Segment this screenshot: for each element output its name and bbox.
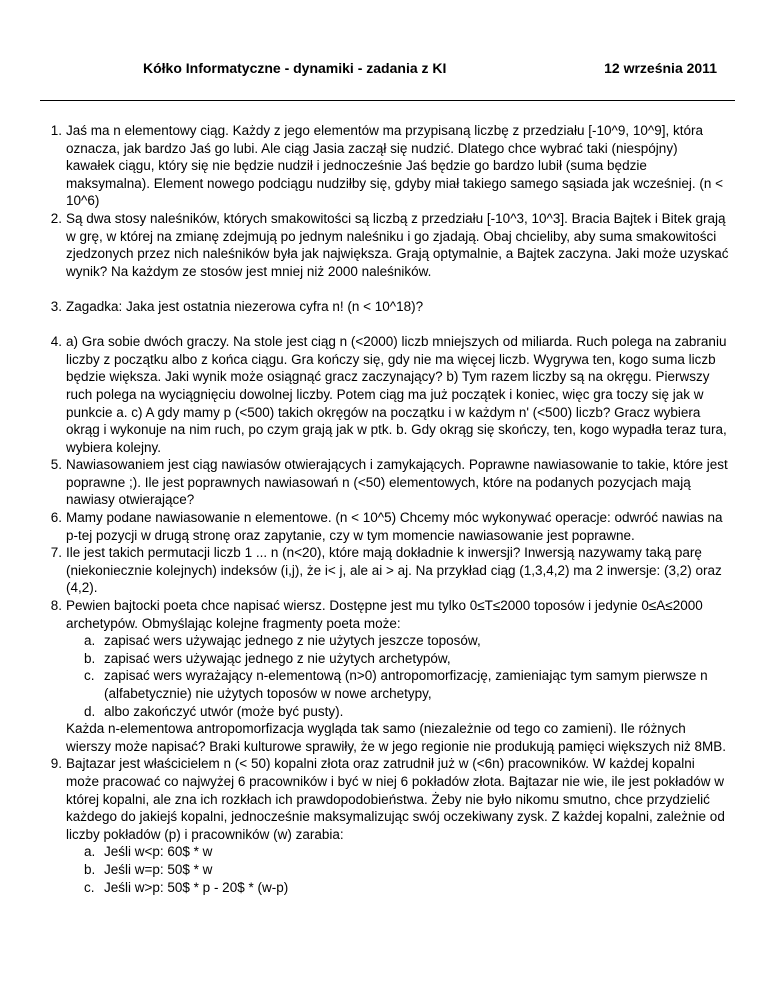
task-item-9: 9. Bajtazar jest właścicielem n (< 50) kopalni złota oraz zatrudnił już w (<6n) pracowników. W każdej kopalni może pracować co najwyżej 6 pracowników i być w niej 6 pokładów złota. Bajtazar nie wie, ile jest pokładów w której kopalni, ale zna ich rozkłach ich prawdopodobieństwa. Żeby nie było nikomu smutno, chce przydzielić każdego do jakiejś kopalni, jednocześnie maksymalizując swój oczekiwany zysk. Z każdej kopalni, zależnie od liczby pokładów (p) i pracowników (w) zarabia: a. Jeśli w<p: 60$ * w b. Jeśli w=p: 50$ * w c. Jeśli w>p: 50$ * p - 20$ * (w-p) xyxy=(40,755,730,896)
task-item-2: 2. Są dwa stosy naleśników, których smakowitości są liczbą z przedziału [-10^3, 10^3]. Bracia Bajtek i Bitek grają w grę, w której na zmianę zdejmują po jednym naleśniku i go zjadają. Obaj chcieliby, aby suma smakowitości zjedzonych przez nich naleśników była jak największa. Grają optymalnie, a Bajtek zaczyna. Jaki może uzyskać wynik? Na każdym ze stosów jest mniej niż 2000 naleśników. xyxy=(50,210,729,279)
subitem: b. zapisać wers używając jednego z nie użytych archetypów, xyxy=(84,650,451,666)
task-text: Nawiasowaniem jest ciąg nawiasów otwierających i zamykających. Poprawne nawiasowanie to takie, które jest poprawne ;). Ile jest poprawnych nawiasowań n (<50) elementowych, które na podanych pozycjach mają nawiasy otwierające? xyxy=(66,457,728,508)
task-text: Bajtazar jest właścicielem n (< 50) kopalni złota oraz zatrudnił już w (<6n) pracowników. W każdej kopalni może pracować co najwyżej 6 pracowników i być w niej 6 pokładów złota. Bajtazar nie wie, ile jest pokładów w której kopalni, ale zna ich rozkłach ich prawdopodobieństwa. Żeby nie było nikomu smutno, chce przydzielić każdego do jakiejś kopalni, jednocześnie maksymalizując swój oczekiwany zysk. Z każdej kopalni, zależnie od liczby pokładów (p) i pracowników (w) zarabia: xyxy=(66,756,725,842)
task-text: Ile jest takich permutacji liczb 1 ... n (n<20), które mają dokładnie k inwersji? Inwersją nazywamy taką parę (niekoniecznie kolejnych) indeksów (i,j), że i< j, ale ai > aj. Na przykład ciąg (1,3,4,2) ma 2 inwersje: (3,2) oraz (4,2). xyxy=(66,545,722,596)
task-item-6: 6. Mamy podane nawiasowanie n elementowe. (n < 10^5) Chcemy móc wykonywać operacje: odwróć nawias na p-tej pozycji w drugą stronę oraz zapytanie, czy w tym momencie nawiasowanie jest poprawne. xyxy=(40,509,730,544)
task-text: Pewien bajtocki poeta chce napisać wiersz. Dostępne jest mu tylko 0≤T≤2000 toposów i jedynie 0≤A≤2000 archetypów. Obmyślając kolejne fragmenty poeta może: xyxy=(66,598,703,631)
task-item-1: 1. Jaś ma n elementowy ciąg. Każdy z jego elementów ma przypisaną liczbę z przedziału [-10^9, 10^9], która oznacza, jak bardzo Jaś go lubi. Ale ciąg Jasia zaczął się nudzić. Dlatego chce wybrać taki (niespójny) kawałek ciągu, który się nie będzie nudził i jednocześnie Jaś będzie go bardzo lubił (suma będzie maksymalna). Element nowego podciągu nudziłby się, gdyby miał takiego samego sąsiada jak wcześniej. (n < 10^6) xyxy=(40,122,730,210)
document-date: 12 września 2011 xyxy=(604,60,717,76)
task-list xyxy=(40,122,730,896)
task-text: Jaś ma n elementowy ciąg. Każdy z jego elementów ma przypisaną liczbę z przedziału [-10^9, 10^9], która oznacza, jak bardzo Jaś go lubi. Ale ciąg Jasia zaczął się nudzić. Dlatego chce wybrać taki (niespójny) kawałek ciągu, który się nie będzie nudził i jednocześnie Jaś będzie go bardzo lubił (suma będzie maksymalna). Element nowego podciągu nudziłby się, gdyby miał takiego samego sąsiada jak wcześniej. (n < 10^6) xyxy=(66,123,723,209)
task-item-8: 8. Pewien bajtocki poeta chce napisać wiersz. Dostępne jest mu tylko 0≤T≤2000 toposów i jedynie 0≤A≤2000 archetypów. Obmyślając kolejne fragmenty poeta może: a. zapisać wers używając jednego z nie użytych jeszcze toposów, b. zapisać wers używając jednego z nie użytych archetypów, c. zapisać wers wyrażający n-elementową (n>0) antropomorfizację, zamieniając tym samym pierwsze n (alfabetycznie) nie użytych toposów w nowe archetypy, d. albo zakończyć utwór (może być pusty). Każda n-elementowa antropomorfizacja wygląda tak samo (niezależnie od tego co zamieni). Ile różnych wierszy może napisać? Braki kulturowe sprawiły, że w jego regionie nie produkują pamięci większych niż 8MB. xyxy=(40,597,730,755)
task-text: Mamy podane nawiasowanie n elementowe. (n < 10^5) Chcemy móc wykonywać operacje: odwróć nawias na p-tej pozycji w drugą stronę oraz zapytanie, czy w tym momencie nawiasowanie jest poprawne. xyxy=(66,510,723,543)
task-text-after: Każda n-elementowa antropomorfizacja wygląda tak samo (niezależnie od tego co zamieni). Ile różnych wierszy może napisać? Braki kulturowe sprawiły, że w jego regionie nie produkują pamięci większych niż 8MB. xyxy=(66,721,727,754)
task-text: a) Gra sobie dwóch graczy. Na stole jest ciąg n (<2000) liczb mniejszych od miliarda. Ruch polega na zabraniu liczby z początku albo z końca ciągu. Gra kończy się, gdy nie ma więcej liczb. Wygrywa ten, kogo suma liczb będzie większa. Jaki wynik może osiągnąć gracz zaczynający? b) Tym razem liczby są na okręgu. Pierwszy ruch polega na wyciągnięciu dowolnej liczby. Potem ciąg ma już początek i koniec, więc gra toczy się jak w punkcie a. c) A gdy mamy p (<500) takich okręgów na początku i w każdym n' (<500) liczb? Gracz wybiera okrąg i wykonuje na nim ruch, po czym grają jak w ptk. b. Gdy okrąg się skończy, ten, kogo wypadła teraz tura, wybiera kolejny. xyxy=(66,334,727,455)
subitem: a. zapisać wers używając jednego z nie użytych jeszcze toposów, xyxy=(84,633,481,649)
subitem: a. Jeśli w<p: 60$ * w xyxy=(84,844,213,860)
task-text: Zagadka: Jaka jest ostatnia niezerowa cyfra n! (n < 10^18)? xyxy=(66,298,424,314)
subitem: d. albo zakończyć utwór (może być pusty). xyxy=(84,703,344,719)
document-header xyxy=(143,60,717,84)
task-item-7: 7. Ile jest takich permutacji liczb 1 ... n (n<20), które mają dokładnie k inwersji? Inwersją nazywamy taką parę (niekoniecznie kolejnych) indeksów (i,j), że i< j, ale ai > aj. Na przykład ciąg (1,3,4,2) ma 2 inwersje: (3,2) oraz (4,2). xyxy=(40,544,730,597)
task-item-5: 5. Nawiasowaniem jest ciąg nawiasów otwierających i zamykających. Poprawne nawiasowanie to takie, które jest poprawne ;). Ile jest poprawnych nawiasowań n (<50) elementowych, które na podanych pozycjach mają nawiasy otwierające? xyxy=(40,456,730,509)
subitem: c. Jeśli w>p: 50$ * p - 20$ * (w-p) xyxy=(84,879,289,895)
task-item-3: 3. Zagadka: Jaka jest ostatnia niezerowa cyfra n! (n < 10^18)? xyxy=(40,298,730,316)
task-text: Są dwa stosy naleśników, których smakowitości są liczbą z przedziału [-10^3, 10^3]. Bracia Bajtek i Bitek grają w grę, w której na zmianę zdejmują po jednym naleśniku i go zjadają. Obaj chcieliby, aby suma smakowitości zjedzonych przez nich naleśników była jak największa. Grają optymalnie, a Bajtek zaczyna. Jaki może uzyskać wynik? Na każdym ze stosów jest mniej niż 2000 naleśników. xyxy=(66,210,729,279)
header-rule xyxy=(40,100,735,101)
task-item-4: 4. a) Gra sobie dwóch graczy. Na stole jest ciąg n (<2000) liczb mniejszych od miliarda. Ruch polega na zabraniu liczby z początku albo z końca ciągu. Gra kończy się, gdy nie ma więcej liczb. Wygrywa ten, kogo suma liczb będzie większa. Jaki wynik może osiągnąć gracz zaczynający? b) Tym razem liczby są na okręgu. Pierwszy ruch polega na wyciągnięciu dowolnej liczby. Potem ciąg ma już początek i koniec, więc gra toczy się jak w punkcie a. c) A gdy mamy p (<500) takich okręgów na początku i w każdym n' (<500) liczb? Gracz wybiera okrąg i wykonuje na nim ruch, po czym grają jak w ptk. b. Gdy okrąg się skończy, ten, kogo wypadła teraz tura, wybiera kolejny. xyxy=(40,333,730,456)
document-title: Kółko Informatyczne - dynamiki - zadania z KI xyxy=(143,60,447,76)
subitem: b. Jeśli w=p: 50$ * w xyxy=(84,861,213,877)
subitem: c. zapisać wers wyrażający n-elementową (n>0) antropomorfizację, zamieniając tym samym pierwsze n (alfabetycznie) nie użytych toposów w nowe archetypy, xyxy=(84,668,708,701)
